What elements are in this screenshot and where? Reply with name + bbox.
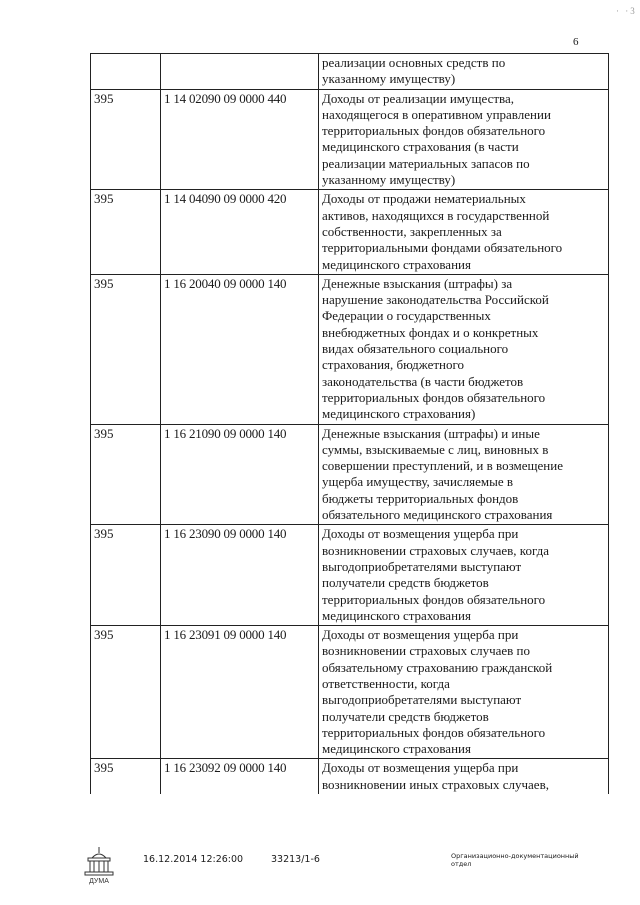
cell-admin-code: 395 — [91, 525, 161, 626]
cell-description: Доходы от возмещения ущерба при возникновении страховых случаев, когда выгодоприобретателями выступают получатели средств бюджетов территориальных фондов обязательного медицинского страхования — [319, 525, 609, 626]
footer-department: Организационно-документационный отдел — [451, 852, 579, 868]
cell-admin-code: 395 — [91, 626, 161, 759]
table-row — [91, 89, 609, 190]
table-row — [91, 424, 609, 525]
cell-admin-code: 395 — [91, 89, 161, 190]
cell-budget-code: 1 16 20040 09 0000 140 — [161, 274, 319, 424]
table-row — [91, 190, 609, 274]
cell-admin-code: 395 — [91, 274, 161, 424]
cell-description: Доходы от возмещения ущерба при возникновении страховых случаев по обязательному страхованию гражданской ответственности, когда выгодоприобретателями выступают получатели средств бюджетов территориальных фондов обязательного медицинского страхования — [319, 626, 609, 759]
page-number: 6 — [573, 36, 579, 48]
cell-budget-code: 1 16 23090 09 0000 140 — [161, 525, 319, 626]
table-row — [91, 525, 609, 626]
cell-budget-code — [161, 54, 319, 90]
table-row — [91, 759, 609, 794]
cell-description: Денежные взыскания (штрафы) и иные суммы, взыскиваемые с лиц, виновных в совершении преступлений, и в возмещение ущерба имуществу, зачисляемые в бюджеты территориальных фондов обязательного медицинского страхования — [319, 424, 609, 525]
duma-logo — [78, 844, 120, 886]
table-row — [91, 626, 609, 759]
table-row — [91, 274, 609, 424]
cell-description: Доходы от продажи нематериальных активов, находящихся в государственной собственности, закрепленных за территориальными фондами обязательного медицинского страхования — [319, 190, 609, 274]
table-body — [91, 54, 609, 795]
cell-admin-code: 395 — [91, 759, 161, 794]
budget-classification-table — [90, 53, 609, 794]
cell-admin-code — [91, 54, 161, 90]
cell-description: Доходы от реализации имущества, находящегося в оперативном управлении территориальных фондов обязательного медицинского страхования (в части реализации материальных запасов по указанному имуществу) — [319, 89, 609, 190]
footer-doc-number: 33213/1-6 — [271, 854, 320, 865]
cell-admin-code: 395 — [91, 424, 161, 525]
footer-date: 16.12.2014 12:26:00 — [143, 854, 244, 865]
cell-admin-code: 395 — [91, 190, 161, 274]
page-footer — [78, 844, 628, 894]
svg-text:ДУМА: ДУМА — [89, 878, 109, 885]
cell-description: Денежные взыскания (штрафы) за нарушение законодательства Российской Федерации о государственных внебюджетных фондах и о конкретных видах обязательного социального страхования, бюджетного законодательства (в части бюджетов территориальных фондов обязательного медицинского страхования) — [319, 274, 609, 424]
cell-description: реализации основных средств по указанному имуществу) — [319, 54, 609, 90]
corner-mark: · ·3 — [616, 6, 637, 16]
table-row — [91, 54, 609, 90]
cell-budget-code: 1 14 04090 09 0000 420 — [161, 190, 319, 274]
cell-budget-code: 1 14 02090 09 0000 440 — [161, 89, 319, 190]
cell-description: Доходы от возмещения ущерба при возникновении иных страховых случаев, — [319, 759, 609, 794]
cell-budget-code: 1 16 23091 09 0000 140 — [161, 626, 319, 759]
cell-budget-code: 1 16 21090 09 0000 140 — [161, 424, 319, 525]
cell-budget-code: 1 16 23092 09 0000 140 — [161, 759, 319, 794]
